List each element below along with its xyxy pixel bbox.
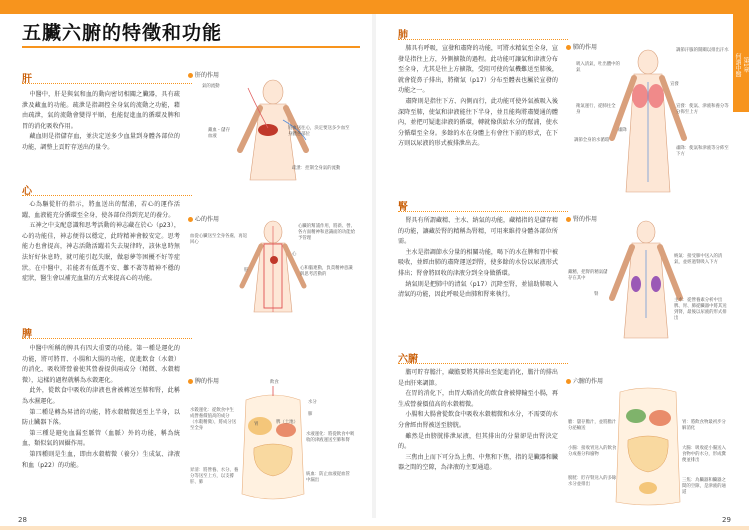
heart-text [22, 200, 180, 285]
spleen-paragraph: 第三種是避免血漏至脈管（血脈）外的功能，稱為統血，類似氣的固攝作用。 [22, 429, 180, 448]
kidney-label: 腎 [594, 292, 599, 297]
liver-figure [188, 70, 358, 188]
kidney-figure [566, 214, 732, 340]
spleen-label: 昇清：將營養、水分、養分等送至上方，以支撐肝、肺 [190, 468, 239, 485]
lung-label: 調節全身的水循環 [574, 138, 610, 143]
heart-label: 肝 [244, 268, 249, 273]
kidney-label: 主水：從營養素分析中出脾、胃、肺從臟器中將其送到腎，最後以尿液的形式排出 [674, 298, 727, 321]
liver-figure-title: 肝的作用 [188, 70, 219, 79]
lung-figure [566, 42, 732, 196]
lung-paragraph: 肺具有呼吸，宣發和肅降的功能，可將水精氣至全身，宣發是指往上方，外側擴散的過程。此功能可讓氣和津液分布至全身，尤其是往上方擴散，受阻可使的氣機難送至肺後，就會從鼻子排出，將衛氣（p17）分布至體表也屬於宣發的功能之一。 [398, 45, 558, 95]
kidney-label: 藏精，把腎的精氣儲存在其中 [568, 270, 608, 281]
lung-label: 肅降 [618, 128, 627, 133]
liver-heading: 肝 [22, 70, 32, 85]
six-fu-paragraph: 小腸和大腸會從飲食中吸收水穀精微和水分，不需要的水分會經由腎被送至膀胱。 [398, 411, 558, 429]
six-fu-paragraph: 膽可貯存膽汁，藏膽要將其排出至促進消化，膽汁的排出是由肝來調節。 [398, 369, 558, 387]
kidney-text [398, 216, 558, 301]
six-fu-label: 胃：將飲食物最初步分解消化 [682, 420, 726, 431]
left-page-number: 28 [18, 516, 27, 524]
spleen-label: 水穀運化：從飲食中生成營養價值高的成分（水穀精微），將成分送至全身 [190, 408, 237, 431]
spleen-paragraph: 第二種是轉為昇清的功能，將水穀精微送至上半身，以防止臟器下落。 [22, 408, 180, 427]
kidney-heading: 腎 [398, 198, 408, 213]
spleen-heading: 脾 [22, 325, 32, 340]
liver-label: 氣的流動 [202, 84, 220, 89]
six-fu-figure-title: 六腑的作用 [566, 376, 603, 385]
lung-paragraph: 肅降則是指往下方、內側而行，此功能可使外氣被吸入後深降至肺，使氣和津液能往下半身，並且能夠將肅變通的體內，並把可疑進津液的循環，轉就像供給水分的幫浦，使水分循環至全身。多餘的水在身體上有會往下前的形式，在下方則以尿液的形式被排泄出去。 [398, 97, 558, 148]
spleen-label: 脾（土地） [276, 420, 298, 425]
spleen-label: 水液運化：將從飲食中吸收的津液運送至肺和腎 [306, 432, 355, 443]
kidney-label: 納氣：接受肺中送入的清氣，並經過腎吸入下方 [674, 254, 723, 265]
spleen-paragraph: 第四種則是生血，即由水穀精微（養分）生成氣、津液和血（p22）的功能。 [22, 450, 180, 469]
heart-label: 心 [292, 252, 297, 257]
six-fu-paragraph: 三焦由上而下可分為上焦、中焦和下焦，指的是臟器和臟器之間的空隙，為津液的主要通道。 [398, 453, 558, 472]
spleen-label: 肺 [308, 412, 313, 417]
six-fu-figure [566, 376, 732, 508]
spleen-paragraph: 中醫中所稱的脾具有四大重要的功能。第一種是運化的功能，將可將胃、小腸和大腸的功能，促進飲食（水穀）的消化、吸收將營養使其營養提供兩或分（精微、水穀精微），這樣的過程就稱為水穀運化。 [22, 345, 180, 384]
six-fu-label: 小腸：接收胃送入的飲食分成養分和廢物 [568, 446, 617, 457]
chapter-subtitle: 何謂中醫 [734, 53, 741, 77]
lung-label: 吸入清氣，吐出體中的氣 [576, 62, 620, 73]
heart-label: 心和腦連動，負責精神意識與思考活動的 [300, 266, 353, 277]
six-fu-label: 膀胱：貯存腎送入的多餘水分並排出 [568, 476, 617, 487]
six-fu-heading: 六腑 [398, 350, 418, 365]
chapter-label: 第1章 [742, 57, 749, 73]
heart-figure [188, 214, 358, 314]
liver-paragraph: 中醫中，肝是與氣和血的動向密切相關之臟器，具有疏泄及藏血的功能。疏泄是指調控全身氣的流動之功能，藉由疏泄，氣的流動會變得平順，也能促進血的循環及脾和胃的消化吸收作用。 [22, 91, 180, 130]
spleen-text [22, 344, 180, 471]
six-fu-text [398, 368, 558, 474]
spleen-label: 胃 [254, 422, 259, 427]
right-page-number: 29 [722, 516, 731, 524]
lung-label: 肅降：使氣和津液等分佈至下方 [676, 146, 729, 157]
six-fu-paragraph: 雖然是由膀胱排泄尿液，但其排出的分量卻是由腎決定的。 [398, 432, 558, 451]
heart-paragraph: 五神之中支配意識和思考活動的神志藏在於心（p23），心的功能佳，神志便得以穩定，此時精神會較安定。思考能力也會提高，神志活動活躍若失去規律時，該休息時無法好好休息時，就可能引起失眠，做惡夢等困擾不好等症狀。在中醫中，若能者有低選不安、難不著等精神不穩的症狀，醫生會以補充血量的方式來提高心的功能。 [22, 222, 180, 283]
lung-heading: 肺 [398, 26, 408, 41]
liver-label: 疏泄：控制全身氣的流動 [292, 166, 341, 171]
liver-label: 藏血・儲存血液 [208, 128, 230, 139]
liver-paragraph: 藏血則是指儲存血，並決定送多少血量到身體各部位的功能，調整上貢貯存送出的量令。 [22, 133, 180, 151]
spleen-label: 飲食 [270, 380, 279, 385]
six-fu-label: 膽：儲存膽汁，並將膽汁分泌輸送 [568, 420, 617, 431]
page-gutter [372, 14, 376, 518]
spleen-label: 水分 [308, 400, 317, 405]
heart-paragraph: 心為驅從肝的指示，將血送出的幫浦，若心的運作活躍，血液能充分循環至全身，使各部位得到充足的養分。 [22, 201, 180, 219]
lung-figure-title: 肺的作用 [566, 42, 597, 51]
heart-label: 心臟的幫浦作用，將新、營、各方面精神和意識面的功能給予管理 [298, 224, 356, 241]
chapter-side-tab[interactable] [733, 14, 749, 112]
lung-label: 調節汗腺的開關以排出汗水 [676, 48, 729, 53]
lung-label: 宣發：使氣、津液和養分等分佈至上方 [676, 104, 729, 115]
kidney-paragraph: 主水是指調節水分量的相關功能，喝下的水在脾和胃中被吸收，並經由肺的肅降運送到腎，使多餘的水份以尿液形式排出；腎會將回收的津液分到全身做循環。 [398, 248, 558, 277]
page-title: 五臟六腑的特徵和功能 [22, 22, 223, 44]
heart-figure-title: 心的作用 [188, 214, 219, 223]
lung-label: 衛氣運行，從肺往全身 [576, 104, 616, 115]
spleen-figure-title: 脾的作用 [188, 376, 219, 385]
spleen-figure [188, 376, 358, 508]
title-underline [22, 46, 360, 48]
kidney-figure-title: 腎的作用 [566, 214, 597, 223]
lung-label: 宣發 [670, 82, 679, 87]
kidney-paragraph: 納氣則是把肺中的清氣（p17）沉降至腎，並協助肺吸入清氣的功能，因此呼吸是由肺和腎來執行。 [398, 280, 558, 299]
spleen-paragraph: 此外，從飲食中吸收的津液也會被轉送至肺和腎，此稱為水濕運化。 [22, 387, 180, 405]
liver-text [22, 90, 180, 154]
lung-text [398, 44, 558, 150]
liver-label: 將血送往心，決定要送多少血至身體各部位 [288, 126, 350, 137]
six-fu-paragraph: 在胃的消化下，由胃大略消化的飲食會被傳輸至小腸，再生成營養價值高的水穀精微。 [398, 390, 558, 408]
heart-label: 血從心臟送至全身各處，再返回心 [190, 234, 248, 245]
six-fu-label: 三焦：為臟器和臟器之間的空隙，是津液的通道 [682, 478, 726, 495]
kidney-paragraph: 腎具有所謂藏精、主水、納氣的功能，藏精指的是儲存精的功能，讓藏於腎的精稱為腎精，可用來維持身體各部位所需。 [398, 217, 558, 246]
spleen-label: 統血：防止血液從血管中漏出 [306, 472, 350, 483]
heart-heading: 心 [22, 182, 32, 197]
bottom-color-band [0, 526, 749, 530]
six-fu-label: 大腸：吸收從小腸送入食物中的水分，形成糞便並排出 [682, 446, 726, 463]
top-color-band [0, 0, 749, 14]
